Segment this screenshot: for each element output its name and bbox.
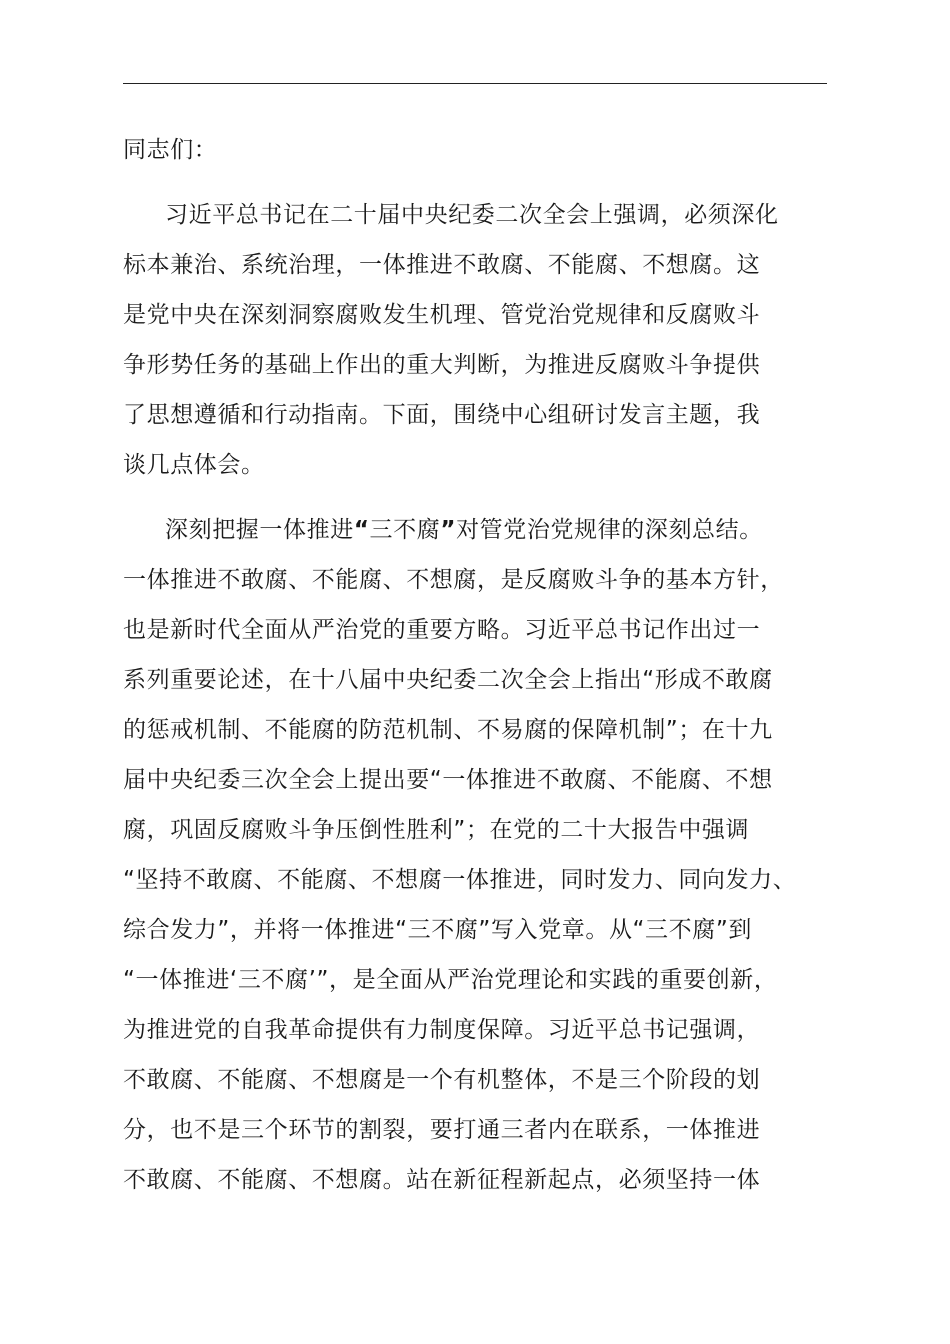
paragraph-line: 不敢腐、不能腐、不想腐。站在新征程新起点，必须坚持一体 bbox=[123, 1167, 761, 1193]
heading-close-quote: ” bbox=[440, 517, 457, 543]
document-body bbox=[123, 125, 863, 1205]
paragraph-line: 为推进党的自我革命提供有力制度保障。习近平总书记强调， bbox=[123, 1017, 761, 1043]
paragraph-line: 届中央纪委三次全会上提出要“一体推进不敢腐、不能腐、不想 bbox=[123, 767, 773, 793]
heading-text-after: 对管党治党规律的深刻总结。 bbox=[456, 517, 763, 543]
paragraph-line: 分，也不是三个环节的割裂，要打通三者内在联系，一体推进 bbox=[123, 1117, 761, 1143]
paragraph-line: 是党中央在深刻洞察腐败发生机理、管党治党规律和反腐败斗 bbox=[123, 302, 761, 328]
paragraph-line: 的惩戒机制、不能腐的防范机制、不易腐的保障机制”；在十九 bbox=[123, 717, 773, 743]
paragraph-line: 了思想遵循和行动指南。下面，围绕中心组研讨发言主题，我 bbox=[123, 402, 761, 428]
salutation: 同志们： bbox=[123, 137, 218, 163]
paragraph-line: 习近平总书记在二十届中央纪委二次全会上强调，必须深化 bbox=[165, 202, 779, 228]
heading-text-before: 深刻把握一体推进 bbox=[165, 517, 354, 543]
paragraph-1 bbox=[123, 190, 863, 490]
paragraph-line: 系列重要论述，在十八届中央纪委二次全会上指出“形成不敢腐 bbox=[123, 667, 773, 693]
paragraph-line: 一体推进不敢腐、不能腐、不想腐，是反腐败斗争的基本方针， bbox=[123, 567, 784, 593]
paragraph-line: 综合发力”，并将一体推进“三不腐”写入党章。从“三不腐”到 bbox=[123, 917, 752, 943]
paragraph-line: 也是新时代全面从严治党的重要方略。习近平总书记作出过一 bbox=[123, 617, 761, 643]
paragraph-line: 不敢腐、不能腐、不想腐是一个有机整体，不是三个阶段的划 bbox=[123, 1067, 761, 1093]
paragraph-line: 腐，巩固反腐败斗争压倒性胜利”；在党的二十大报告中强调 bbox=[123, 817, 750, 843]
paragraph-line: “一体推进‘三不腐’”，是全面从严治党理论和实践的重要创新， bbox=[123, 967, 778, 993]
paragraph-line: 争形势任务的基础上作出的重大判断，为推进反腐败斗争提供 bbox=[123, 352, 761, 378]
paragraph-line: 标本兼治、系统治理，一体推进不敢腐、不能腐、不想腐。这 bbox=[123, 252, 761, 278]
paragraph-heading-line bbox=[123, 505, 863, 555]
paragraph-2 bbox=[123, 505, 863, 1205]
heading-quoted-term: 三不腐 bbox=[369, 517, 441, 543]
heading-open-quote: “ bbox=[353, 517, 370, 543]
paragraph-line: “坚持不敢腐、不能腐、不想腐一体推进，同时发力、同向发力、 bbox=[123, 867, 797, 893]
header-rule bbox=[123, 83, 827, 84]
paragraph-line: 谈几点体会。 bbox=[123, 452, 265, 478]
